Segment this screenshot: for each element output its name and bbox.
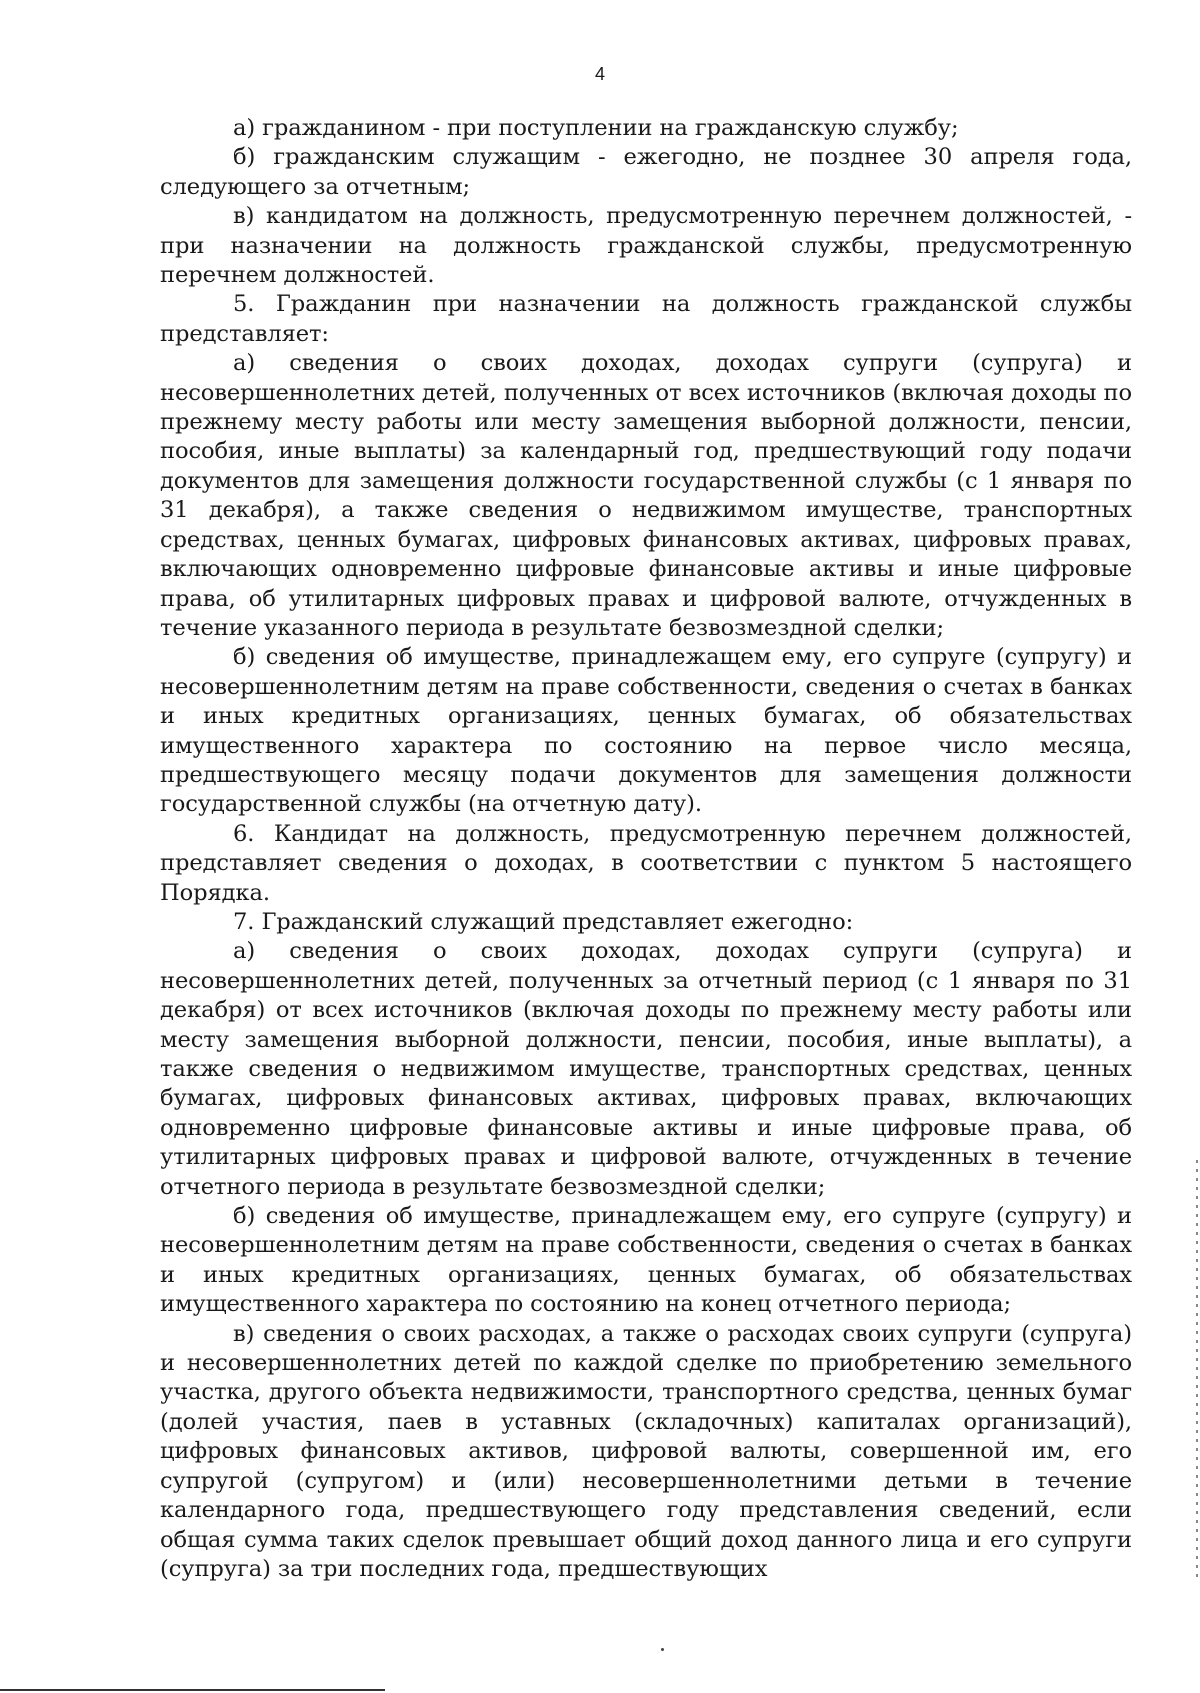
paragraph-4b-civil-servant: б) гражданским служащим - ежегодно, не позднее 30 апреля года, следующего за отчетным; xyxy=(160,144,1132,200)
document-body xyxy=(160,114,1132,1584)
paragraph-6-candidate: 6. Кандидат на должность, предусмотренную перечнем должностей, представляет сведения о доходах, в соответствии с пунктом 5 настоящего Порядка. xyxy=(160,820,1132,906)
paragraph-7c-expenses: в) сведения о своих расходах, а также о расходах своих супруги (супруга) и несовершеннолетних детей по каждой сделке по приобретению земельного участка, другого объекта недвижимости, транспортного средства, ценных бумаг (долей участия, паев в уставных (складочных) капиталах организаций), цифровых финансовых активов, цифровой валюты, совершенной им, его супругой (супругом) и (или) несовершеннолетними детьми в течение календарного года, предшествующего году представления сведений, если общая сумма таких сделок превышает общий доход данного лица и его супруги (супруга) за три последних года, предшествующих xyxy=(160,1320,1132,1582)
paragraph-4c-candidate: в) кандидатом на должность, предусмотренную перечнем должностей, - при назначении на должность гражданской службы, предусмотренную перечнем должностей. xyxy=(160,203,1132,289)
page-number: 4 xyxy=(594,64,605,84)
paragraph-4a-citizen: а) гражданином - при поступлении на гражданскую службу; xyxy=(233,115,959,141)
scan-edge-artifact xyxy=(1196,1160,1198,1580)
paragraph-7-intro: 7. Гражданский служащий представляет ежегодно: xyxy=(233,908,854,935)
paragraph-7b-property: б) сведения об имуществе, принадлежащем ему, его супруге (супругу) и несовершеннолетним детям на праве собственности, сведения о счетах в банках и иных кредитных организациях, ценных бумагах, об обязательствах имущественного характера по состоянию на конец отчетного периода; xyxy=(160,1203,1132,1318)
scan-bottom-line xyxy=(0,1689,385,1691)
scan-speck xyxy=(661,1648,664,1651)
paragraph-5a-income: а) сведения о своих доходах, доходах супруги (супруга) и несовершеннолетних детей, полученных от всех источников (включая доходы по прежнему месту работы или месту замещения выборной должности, пенсии, пособия, иные выплаты) за календарный год, предшествующий году подачи документов для замещения должности государственной службы (с 1 января по 31 декабря), а также сведения о недвижимом имуществе, транспортных средствах, ценных бумагах, цифровых финансовых активах, цифровых правах, включающих одновременно цифровые финансовые активы и иные цифровые права, об утилитарных цифровых правах и цифровой валюте, отчужденных в течение указанного периода в результате безвозмездной сделки; xyxy=(160,350,1132,641)
paragraph-7a-income: а) сведения о своих доходах, доходах супруги (супруга) и несовершеннолетних детей, полученных за отчетный период (с 1 января по 31 декабря) от всех источников (включая доходы по прежнему месту работы или месту замещения выборной должности, пенсии, пособия, иные выплаты), а также сведения о недвижимом имуществе, транспортных средствах, ценных бумагах, цифровых финансовых активах, цифровых правах, включающих одновременно цифровые финансовые активы и иные цифровые права, об утилитарных цифровых правах и цифровой валюте, отчужденных в течение отчетного периода в результате безвозмездной сделки; xyxy=(160,938,1132,1200)
paragraph-5-intro: 5. Гражданин при назначении на должность гражданской службы представляет: xyxy=(160,291,1132,347)
paragraph-5b-property: б) сведения об имуществе, принадлежащем ему, его супруге (супругу) и несовершеннолетним детям на праве собственности, сведения о счетах в банках и иных кредитных организациях, ценных бумагах, об обязательствах имущественного характера по состоянию на первое число месяца, предшествующего месяцу подачи документов для замещения должности государственной службы (на отчетную дату). xyxy=(160,644,1132,818)
